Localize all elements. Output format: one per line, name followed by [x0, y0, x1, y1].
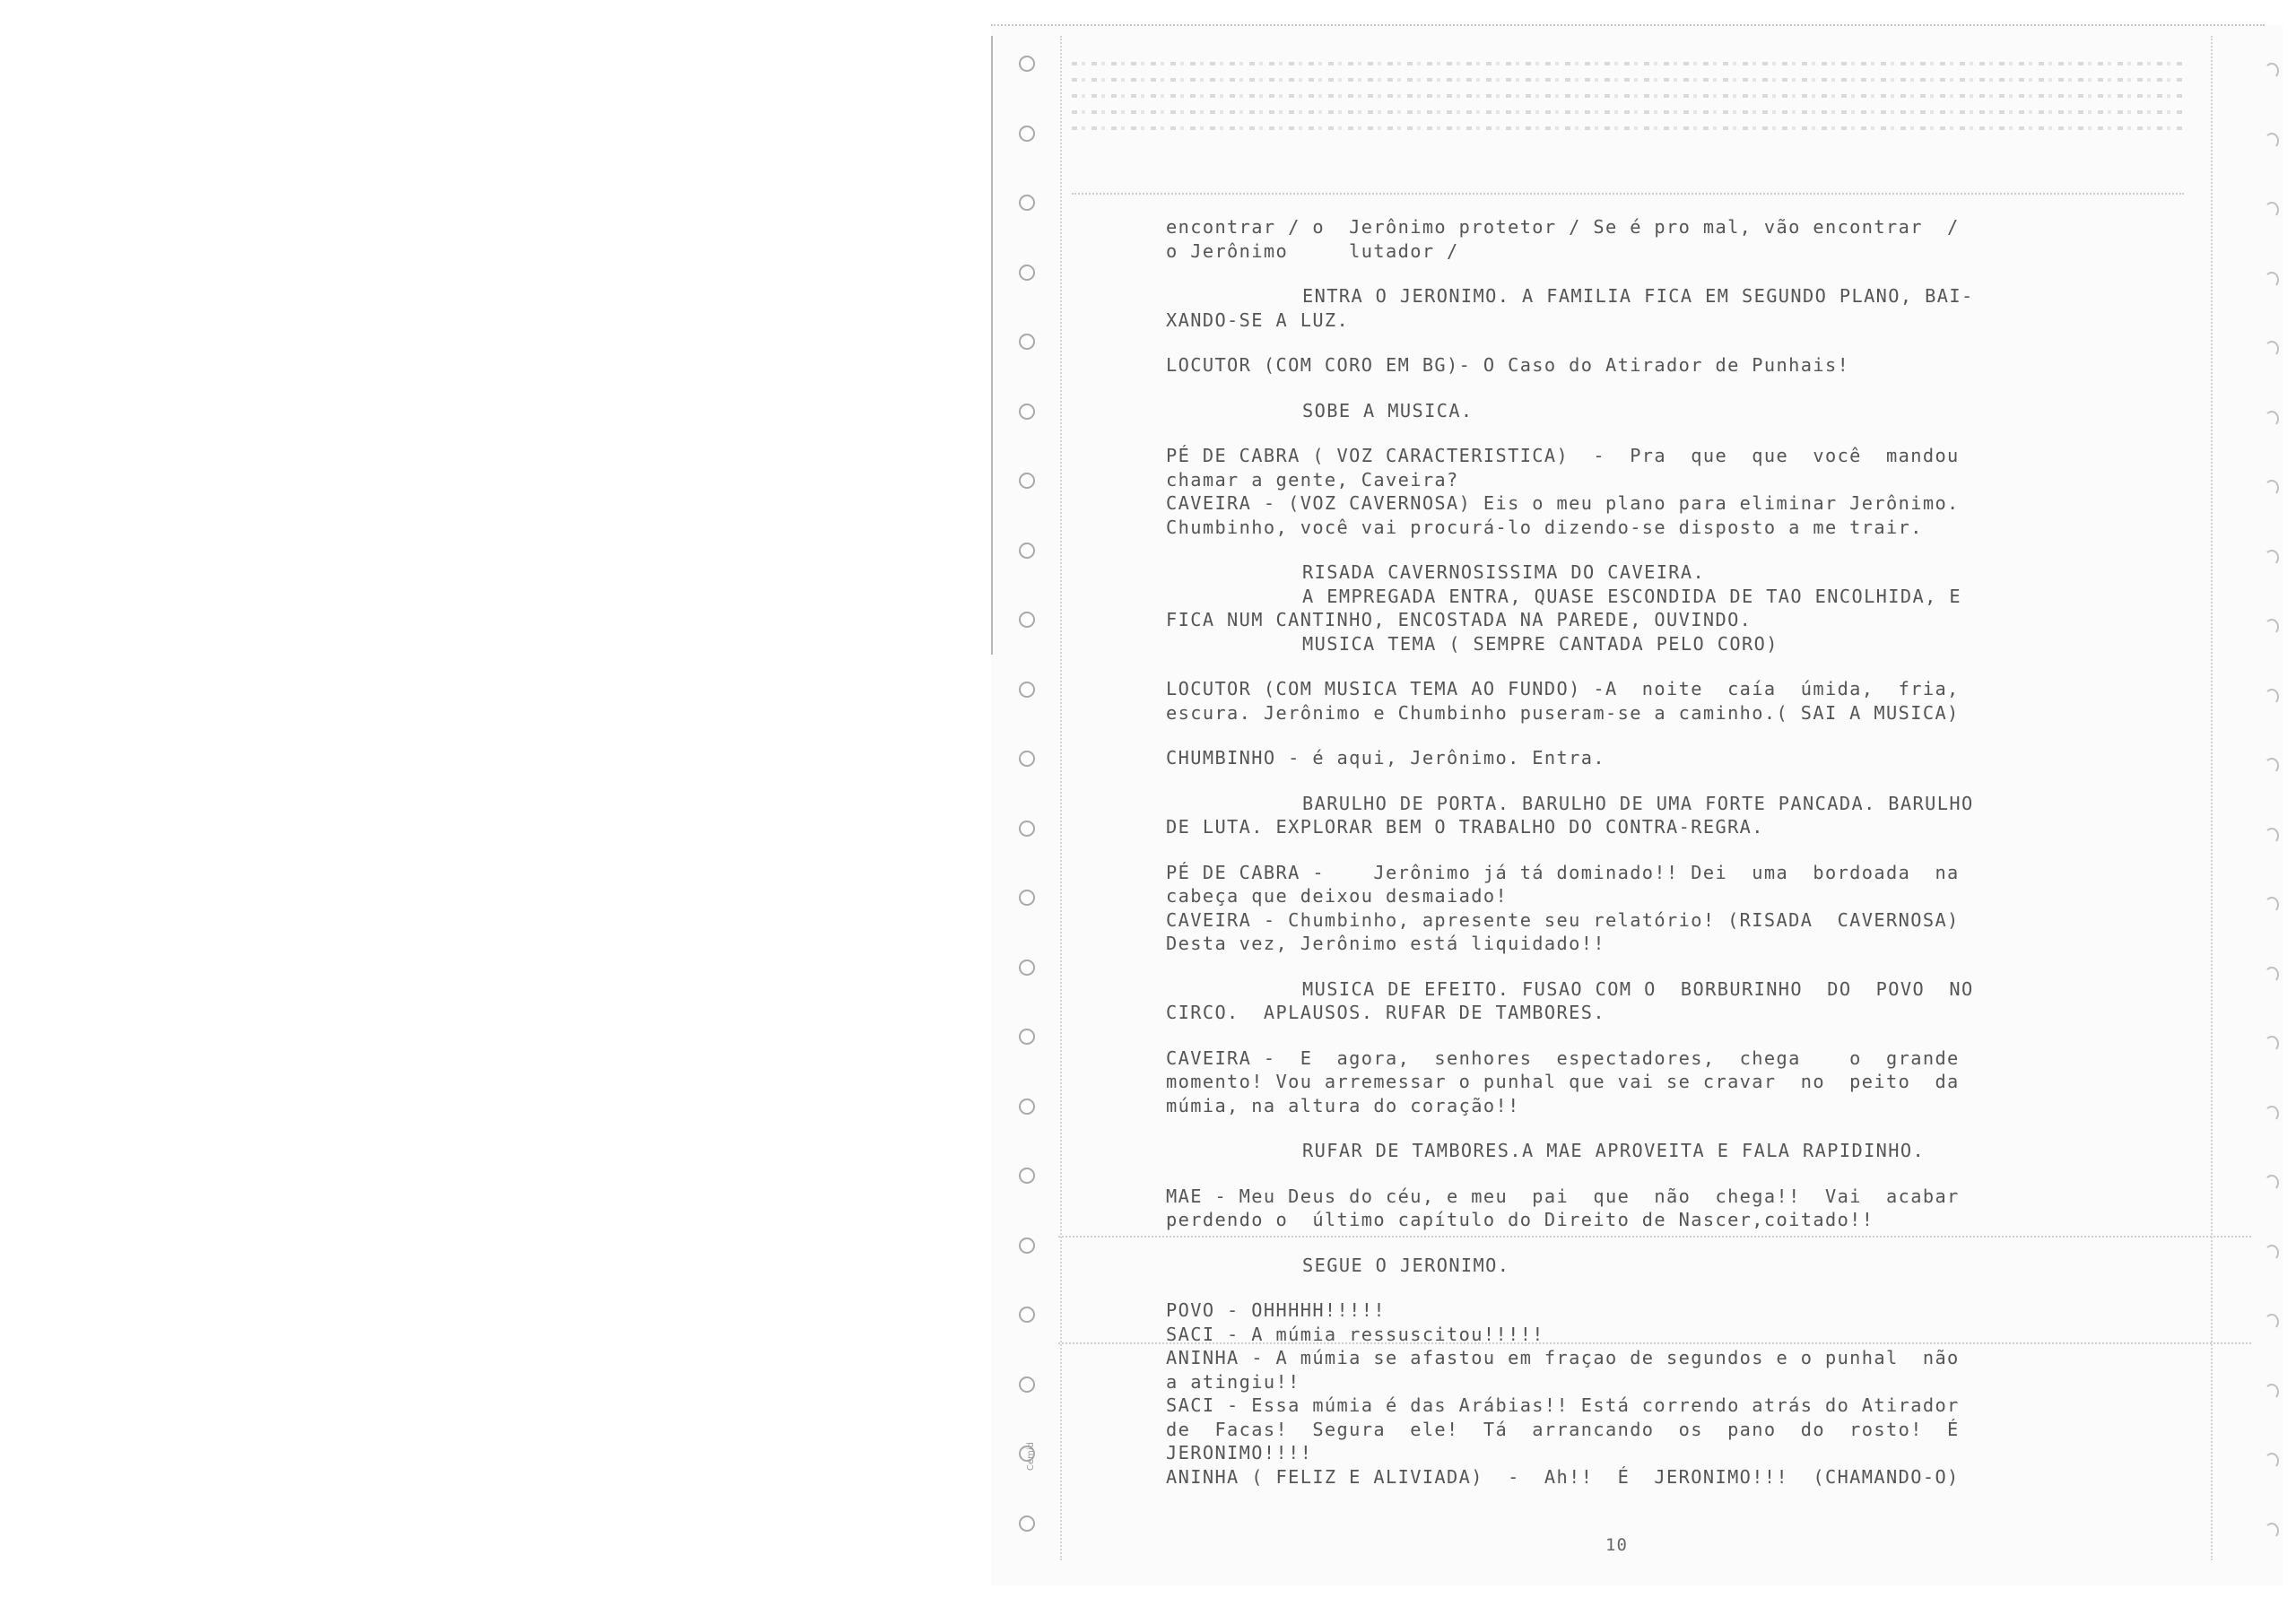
tractor-hole [2265, 1523, 2279, 1539]
line-gap [1166, 332, 2126, 353]
stage-direction-line: ENTRA O JERONIMO. A FAMILIA FICA EM SEGUNDO PLANO, BAI- [1302, 285, 1974, 307]
stage-direction-line: SEGUE O JERONIMO. [1302, 1254, 1510, 1276]
line-gap [1166, 956, 2126, 977]
line-gap [1166, 263, 2126, 284]
tractor-hole [2265, 758, 2279, 774]
line-gap [1166, 1163, 2126, 1185]
tractor-hole [2265, 1245, 2279, 1261]
line-gap [1166, 656, 2126, 677]
line-gap [1166, 422, 2126, 444]
line-gap [1166, 378, 2126, 399]
dialogue-line: múmia, na altura do coração!! [1166, 1094, 1520, 1116]
dialogue-line: perdendo o último capítulo do Direito de Nascer,coitado!! [1166, 1209, 1874, 1230]
faded-line [1072, 62, 2184, 65]
tractor-hole [1019, 751, 1035, 767]
dialogue-line: CHUMBINHO - é aqui, Jerônimo. Entra. [1166, 747, 1605, 769]
stage-direction-line: RUFAR DE TAMBORES.A MAE APROVEITA E FALA RAPIDINHO. [1302, 1140, 1926, 1161]
tractor-hole [2265, 480, 2279, 496]
tractor-hole [2265, 619, 2279, 635]
archive-stamp: Cemid [1026, 1441, 1036, 1471]
tractor-hole [1019, 682, 1035, 698]
dialogue-line: DE LUTA. EXPLORAR BEM O TRABALHO DO CONTRA-REGRA. [1166, 816, 1764, 838]
line-gap [1166, 1277, 2126, 1298]
script-text [1166, 215, 2126, 1489]
dialogue-line: encontrar / o Jerônimo protetor / Se é pro mal, vão encontrar / [1166, 216, 1960, 238]
dialogue-line: Desta vez, Jerônimo está liquidado!! [1166, 933, 1605, 954]
page-number: 10 [1605, 1535, 1628, 1555]
dialogue-line: CAVEIRA - Chumbinho, apresente seu relatório! (RISADA CAVERNOSA) [1166, 908, 1960, 931]
tractor-hole [2265, 411, 2279, 427]
dialogue-line: escura. Jerônimo e Chumbinho puseram-se a caminho.( SAI A MUSICA) [1166, 701, 1960, 724]
line-gap [1166, 1117, 2126, 1139]
line-gap [1166, 539, 2126, 560]
tractor-hole [2265, 272, 2279, 288]
tractor-hole [2265, 202, 2279, 218]
tractor-hole [1019, 1238, 1035, 1254]
dialogue-line: CAVEIRA - (VOZ CAVERNOSA) Eis o meu plano para eliminar Jerônimo. [1166, 492, 1960, 514]
dialogue-line: CIRCO. APLAUSOS. RUFAR DE TAMBORES. [1166, 1002, 1605, 1023]
dialogue-line: momento! Vou arremessar o punhal que vai se cravar no peito da [1166, 1071, 1960, 1092]
stage-direction-line: A EMPREGADA ENTRA, QUASE ESCONDIDA DE TAO ENCOLHIDA, E [1302, 585, 1961, 607]
tractor-hole [2265, 341, 2279, 357]
tractor-hole [2265, 550, 2279, 566]
tractor-hole [2265, 1314, 2279, 1330]
tractor-hole [2265, 1175, 2279, 1191]
tractor-hole [2265, 63, 2279, 79]
tractor-hole [1019, 1307, 1035, 1323]
dialogue-line: PÉ DE CABRA - Jerônimo já tá dominado!! Dei uma bordoada na [1166, 861, 1960, 883]
line-gap [1166, 770, 2126, 792]
stage-direction-line: SOBE A MUSICA. [1302, 399, 1474, 421]
dialogue-line: cabeça que deixou desmaiado! [1166, 885, 1509, 907]
faded-line [1072, 78, 2184, 82]
dialogue-line: Chumbinho, você vai procurá-lo dizendo-se disposto a me trair. [1166, 516, 1923, 538]
tractor-hole [1019, 1515, 1035, 1532]
faded-header-area [1072, 49, 2184, 195]
tractor-hole [2265, 689, 2279, 705]
perforation-line-left [1060, 36, 1062, 1560]
tractor-hole [1019, 612, 1035, 628]
dialogue-line: SACI - A múmia ressuscitou!!!!! [1166, 1323, 1544, 1345]
tractor-hole [1019, 821, 1035, 837]
stage-direction-line: MUSICA TEMA ( SEMPRE CANTADA PELO CORO) [1302, 632, 1779, 655]
dialogue-line: LOCUTOR (COM MUSICA TEMA AO FUNDO) -A noite caía úmida, fria, [1166, 678, 1960, 699]
tractor-hole [1019, 1099, 1035, 1115]
tractor-hole [1019, 473, 1035, 489]
stage-direction-line: BARULHO DE PORTA. BARULHO DE UMA FORTE PANCADA. BARULHO [1302, 792, 1974, 814]
dialogue-line: ANINHA - A múmia se afastou em fraçao de segundos e o punhal não [1166, 1347, 1960, 1368]
line-gap [1166, 725, 2126, 746]
tractor-hole [1019, 960, 1035, 976]
dialogue-line: POVO - OHHHHH!!!!! [1166, 1299, 1386, 1321]
dialogue-line: LOCUTOR (COM CORO EM BG)- O Caso do Atirador de Punhais! [1166, 354, 1850, 376]
faded-line [1072, 126, 2184, 130]
dialogue-line: MAE - Meu Deus do céu, e meu pai que não chega!! Vai acabar [1166, 1185, 1960, 1207]
tractor-hole [2265, 133, 2279, 149]
tractor-hole [2265, 1384, 2279, 1400]
tractor-hole [1019, 890, 1035, 906]
perforation-line-right [2211, 36, 2213, 1560]
tractor-hole [2265, 967, 2279, 983]
dialogue-line: a atingiu!! [1166, 1370, 1300, 1393]
tractor-hole [1019, 265, 1035, 281]
dialogue-line: CAVEIRA - E agora, senhores espectadores, chega o grande [1166, 1046, 1960, 1069]
tractor-hole [1019, 404, 1035, 420]
page-top-edge [991, 24, 2265, 26]
page-left-edge [991, 36, 993, 655]
tractor-hole [2265, 1106, 2279, 1122]
tractor-hole [2265, 1036, 2279, 1052]
tractor-hole [1019, 56, 1035, 72]
dialogue-line: PÉ DE CABRA ( VOZ CARACTERISTICA) - Pra que que você mandou [1166, 445, 1960, 466]
tractor-hole [2265, 1453, 2279, 1469]
dialogue-line: chamar a gente, Caveira? [1166, 468, 1459, 491]
tractor-hole [1019, 543, 1035, 559]
faded-line [1072, 110, 2184, 114]
tractor-hole [2265, 897, 2279, 913]
tractor-hole [1019, 1168, 1035, 1184]
tractor-hole [1019, 1029, 1035, 1045]
dialogue-line: JERONIMO!!!! [1166, 1442, 1313, 1463]
stage-direction-line: RISADA CAVERNOSISSIMA DO CAVEIRA. [1302, 561, 1706, 583]
faded-line [1072, 94, 2184, 98]
tractor-hole [2265, 828, 2279, 844]
dialogue-line: FICA NUM CANTINHO, ENCOSTADA NA PAREDE, OUVINDO. [1166, 609, 1752, 630]
line-gap [1166, 1025, 2126, 1046]
tractor-hole [1019, 334, 1035, 350]
dialogue-line: SACI - Essa múmia é das Arábias!! Está correndo atrás do Atirador [1166, 1394, 1960, 1416]
dialogue-line: de Facas! Segura ele! Tá arrancando os pano do rosto! É [1166, 1418, 1960, 1440]
dialogue-line: XANDO-SE A LUZ. [1166, 308, 1350, 331]
tractor-hole [1019, 126, 1035, 142]
dialogue-line: ANINHA ( FELIZ E ALIVIADA) - Ah!! É JERONIMO!!! (CHAMANDO-O) [1166, 1465, 1960, 1488]
tractor-hole [1019, 1376, 1035, 1393]
stage-direction-line: MUSICA DE EFEITO. FUSAO COM O BORBURINHO DO POVO NO [1302, 977, 1974, 1000]
line-gap [1166, 1232, 2126, 1254]
dialogue-line: o Jerônimo lutador / [1166, 239, 1459, 262]
tractor-hole [1019, 195, 1035, 211]
line-gap [1166, 839, 2126, 861]
